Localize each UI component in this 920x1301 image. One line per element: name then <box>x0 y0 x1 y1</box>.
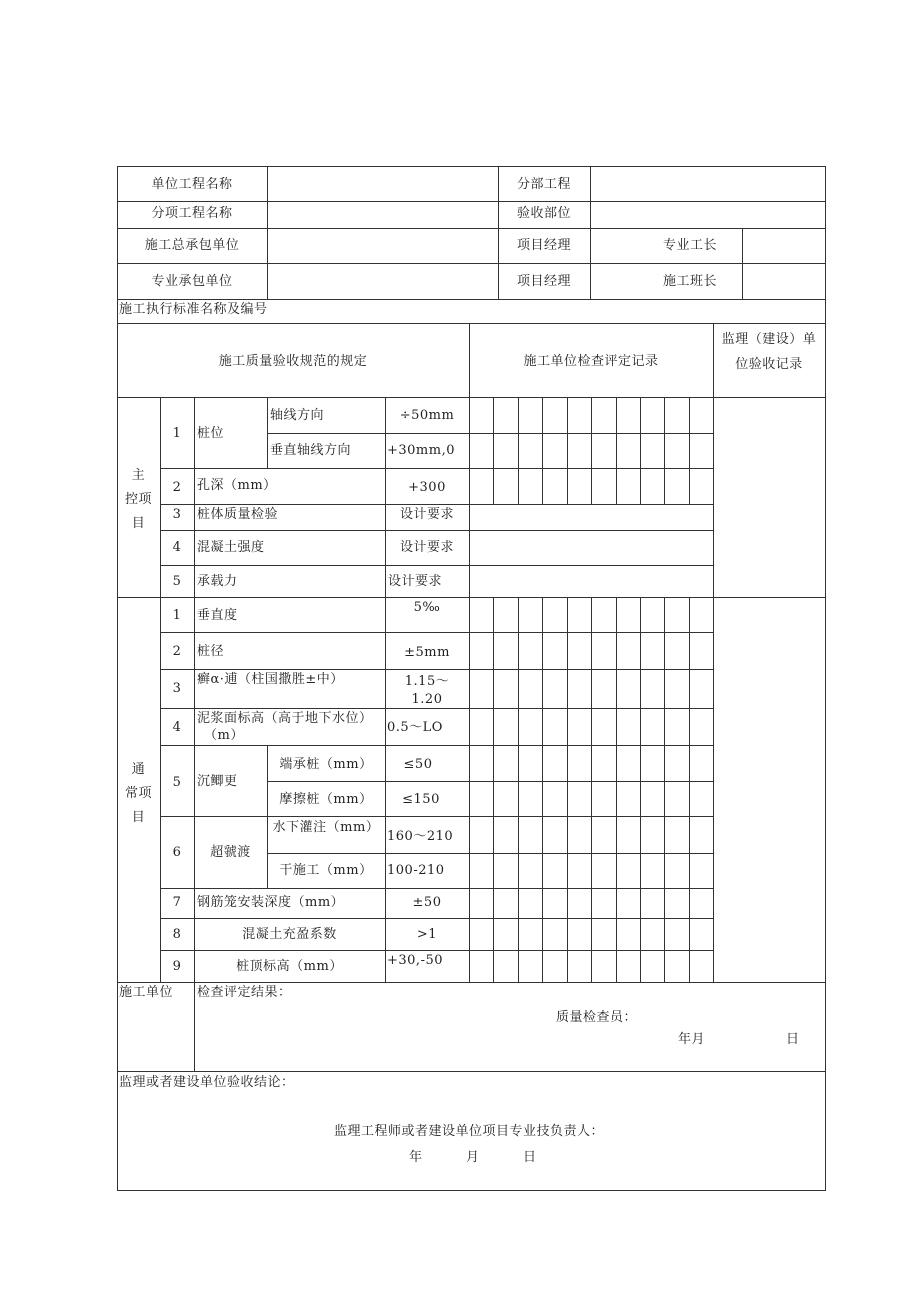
main-row-1-sub-1-value: ÷50mm <box>399 408 455 423</box>
supervision-column-header-line2: 位验收记录 <box>735 357 803 372</box>
team-leader-label: 施工班长 <box>662 274 717 289</box>
main-row-3-no: 3 <box>172 507 182 522</box>
general-row-4-name-2: （m） <box>204 728 244 743</box>
general-row-6-no: 6 <box>172 845 182 860</box>
general-row-5-sub-2-value: ≤150 <box>402 792 440 807</box>
sign-year: 年 <box>409 1150 423 1165</box>
general-row-5-no: 5 <box>172 775 182 790</box>
general-row-4-no: 4 <box>172 720 182 735</box>
general-row-7-no: 7 <box>172 895 182 910</box>
main-row-4-value: 设计要求 <box>399 540 454 555</box>
general-row-5-sub-1-name: 端承桩（mm） <box>279 757 373 772</box>
main-row-3-name: 桩体质量检验 <box>197 507 279 522</box>
general-row-2-value: ±5mm <box>404 645 450 660</box>
general-row-6-sub-1-value: 160～210 <box>387 829 454 844</box>
standard-label: 施工执行标准名称及编号 <box>119 302 268 317</box>
sign-month: 月 <box>466 1150 480 1165</box>
foreman-label: 专业工长 <box>662 238 717 253</box>
general-row-9-value: +30,-50 <box>387 953 444 968</box>
main-row-1-sub-2-name: 垂直轴线方向 <box>270 443 352 458</box>
main-control-label-1: 主 <box>131 468 146 483</box>
general-row-8-no: 8 <box>172 927 182 942</box>
general-label-3: 目 <box>131 810 146 825</box>
unit-project-label: 单位工程名称 <box>151 177 233 192</box>
main-row-5-value: 设计要求 <box>388 574 443 589</box>
general-row-5-sub-1-value: ≤50 <box>403 757 433 772</box>
main-row-5-name: 承载力 <box>197 574 238 589</box>
spec-column-header: 施工质量验收规范的规定 <box>218 354 368 369</box>
general-row-5-name: 沉鲫更 <box>197 774 238 789</box>
construction-unit-label: 施工单位 <box>119 985 174 1000</box>
footer-year-month: 年月 <box>678 1032 706 1047</box>
project-manager-label: 项目经理 <box>516 238 571 253</box>
general-contractor-label: 施工总承包单位 <box>144 238 240 253</box>
main-row-1-sub-1-name: 轴线方向 <box>270 408 325 423</box>
sub-division-label: 分部工程 <box>516 177 571 192</box>
supervisor-sign-label: 监理工程师或者建设单位项目专业技负责人： <box>334 1124 605 1139</box>
main-row-2-value: +300 <box>408 480 446 495</box>
general-row-1-no: 1 <box>172 608 182 623</box>
general-row-3-name: 癣α·逋（柱国撒胜±中） <box>197 672 344 687</box>
footer-day: 日 <box>786 1032 800 1047</box>
general-row-7-name: 钢筋笼安装深度（mm） <box>197 895 345 910</box>
main-row-2-no: 2 <box>172 480 182 495</box>
general-row-8-value: >1 <box>416 927 438 942</box>
main-row-5-no: 5 <box>172 574 182 589</box>
general-row-5-sub-2-name: 摩擦桩（mm） <box>279 792 373 807</box>
supervision-conclusion-label: 监理或者建设单位验收结论： <box>119 1075 295 1090</box>
general-row-4-value: 0.5～LO <box>387 720 443 735</box>
general-row-1-name: 垂直度 <box>197 608 238 623</box>
main-row-1-no: 1 <box>172 426 182 441</box>
sub-contractor-label: 专业承包单位 <box>151 274 233 289</box>
general-label-1: 通 <box>131 762 146 777</box>
general-row-9-no: 9 <box>172 959 182 974</box>
general-row-6-sub-1-name: 水下灌注（mm） <box>272 820 380 835</box>
general-row-6-sub-2-value: 100-210 <box>387 863 445 878</box>
general-label-2: 常项 <box>124 786 152 801</box>
general-row-4-name-1: 泥浆面标高（高于地下水位） <box>197 711 373 726</box>
main-row-3-value: 设计要求 <box>399 507 454 522</box>
general-row-6-sub-2-name: 干施工（mm） <box>279 863 373 878</box>
acceptance-part-label: 验收部位 <box>516 206 571 221</box>
project-manager-label-2: 项目经理 <box>516 274 571 289</box>
main-row-4-name: 混凝土强度 <box>197 540 265 555</box>
general-row-6-name: 超虢渡 <box>210 845 251 860</box>
supervision-column-header-line1: 监理（建设）单 <box>721 332 817 347</box>
main-row-2-name: 孔深（mm） <box>197 478 277 493</box>
inspector-label: 质量检查员： <box>556 1010 638 1025</box>
sub-item-label: 分项工程名称 <box>151 206 233 221</box>
general-row-3-value-1: 1.15～ <box>404 674 450 689</box>
general-row-8-name: 混凝土充盈系数 <box>242 927 337 942</box>
main-row-4-no: 4 <box>172 540 182 555</box>
check-result-label: 检查评定结果： <box>197 985 292 1000</box>
main-control-label-2: 控项 <box>124 492 152 507</box>
general-row-3-no: 3 <box>172 681 182 696</box>
general-row-1-value: 5‰ <box>413 600 441 615</box>
main-row-1-name: 桩位 <box>197 426 225 441</box>
general-row-7-value: ±50 <box>412 895 442 910</box>
general-row-9-name: 桩顶标高（mm） <box>236 959 343 974</box>
main-row-1-sub-2-value: +30mm,0 <box>387 443 455 458</box>
general-row-3-value-2: 1.20 <box>411 692 443 707</box>
sign-day: 日 <box>523 1150 537 1165</box>
main-control-label-3: 目 <box>131 516 146 531</box>
general-row-2-name: 桩径 <box>197 644 225 659</box>
check-record-column-header: 施工单位检查评定记录 <box>523 354 659 369</box>
general-row-2-no: 2 <box>172 644 182 659</box>
